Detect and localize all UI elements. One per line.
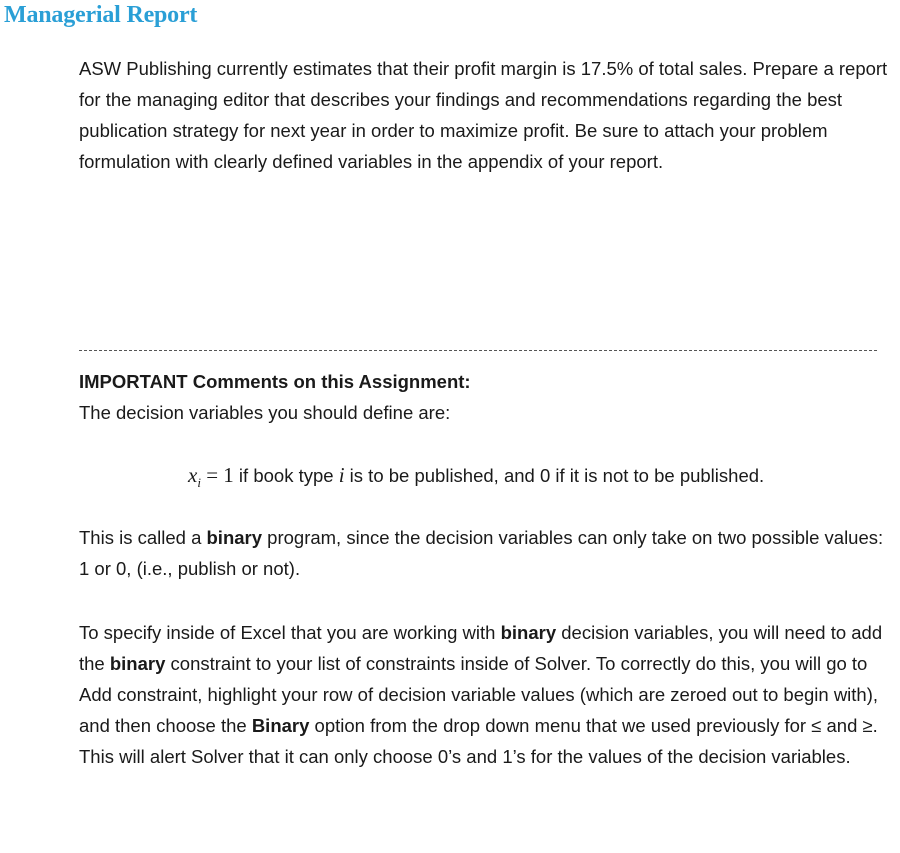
excel-instructions-paragraph: To specify inside of Excel that you are working with binary decision variables, you will need to add the binary constraint to your list of constraints inside of Solver. To correctly do this, you will go to Add constraint, highlight your row of decision variable values (which are zeroed out to begin with), and then choose the Binary option from the drop down menu that we used previously for ≤ and ≥. This will alert Solver that it can only choose 0’s and 1’s for the values of the decision variables.: [79, 622, 883, 767]
equation-text-1: if book type: [233, 465, 339, 486]
binary-term: binary: [109, 653, 166, 674]
page-title: Managerial Report: [4, 2, 198, 28]
dashed-divider: [79, 350, 877, 351]
important-heading: IMPORTANT Comments on this Assignment:: [79, 371, 471, 392]
binary-term: binary: [206, 527, 263, 548]
equation-variable: $x_i$: [188, 463, 201, 491]
binary-term: binary: [500, 622, 557, 643]
equation-index: i: [338, 463, 345, 487]
binary-program-paragraph: This is called a binary program, since the decision variables can only take on two possible values: 1 or 0, (i.e., publish or not).: [79, 527, 884, 579]
equation-equals: = 1: [200, 463, 234, 487]
report-paragraph: ASW Publishing currently estimates that their profit margin is 17.5% of total sales. Prepare a report for the managing editor that describes your findings and recommendations regarding the best publication strategy for next year in order to maximize profit. Be sure to attach your problem formulation with clearly defined variables in the appendix of your report.: [79, 58, 888, 172]
intro-text: The decision variables you should define are:: [79, 402, 451, 423]
equation-text-2: is to be published, and 0 if it is not to be published.: [344, 465, 765, 486]
decision-variable-equation: [188, 461, 764, 497]
binary-option-term: Binary: [251, 715, 310, 736]
